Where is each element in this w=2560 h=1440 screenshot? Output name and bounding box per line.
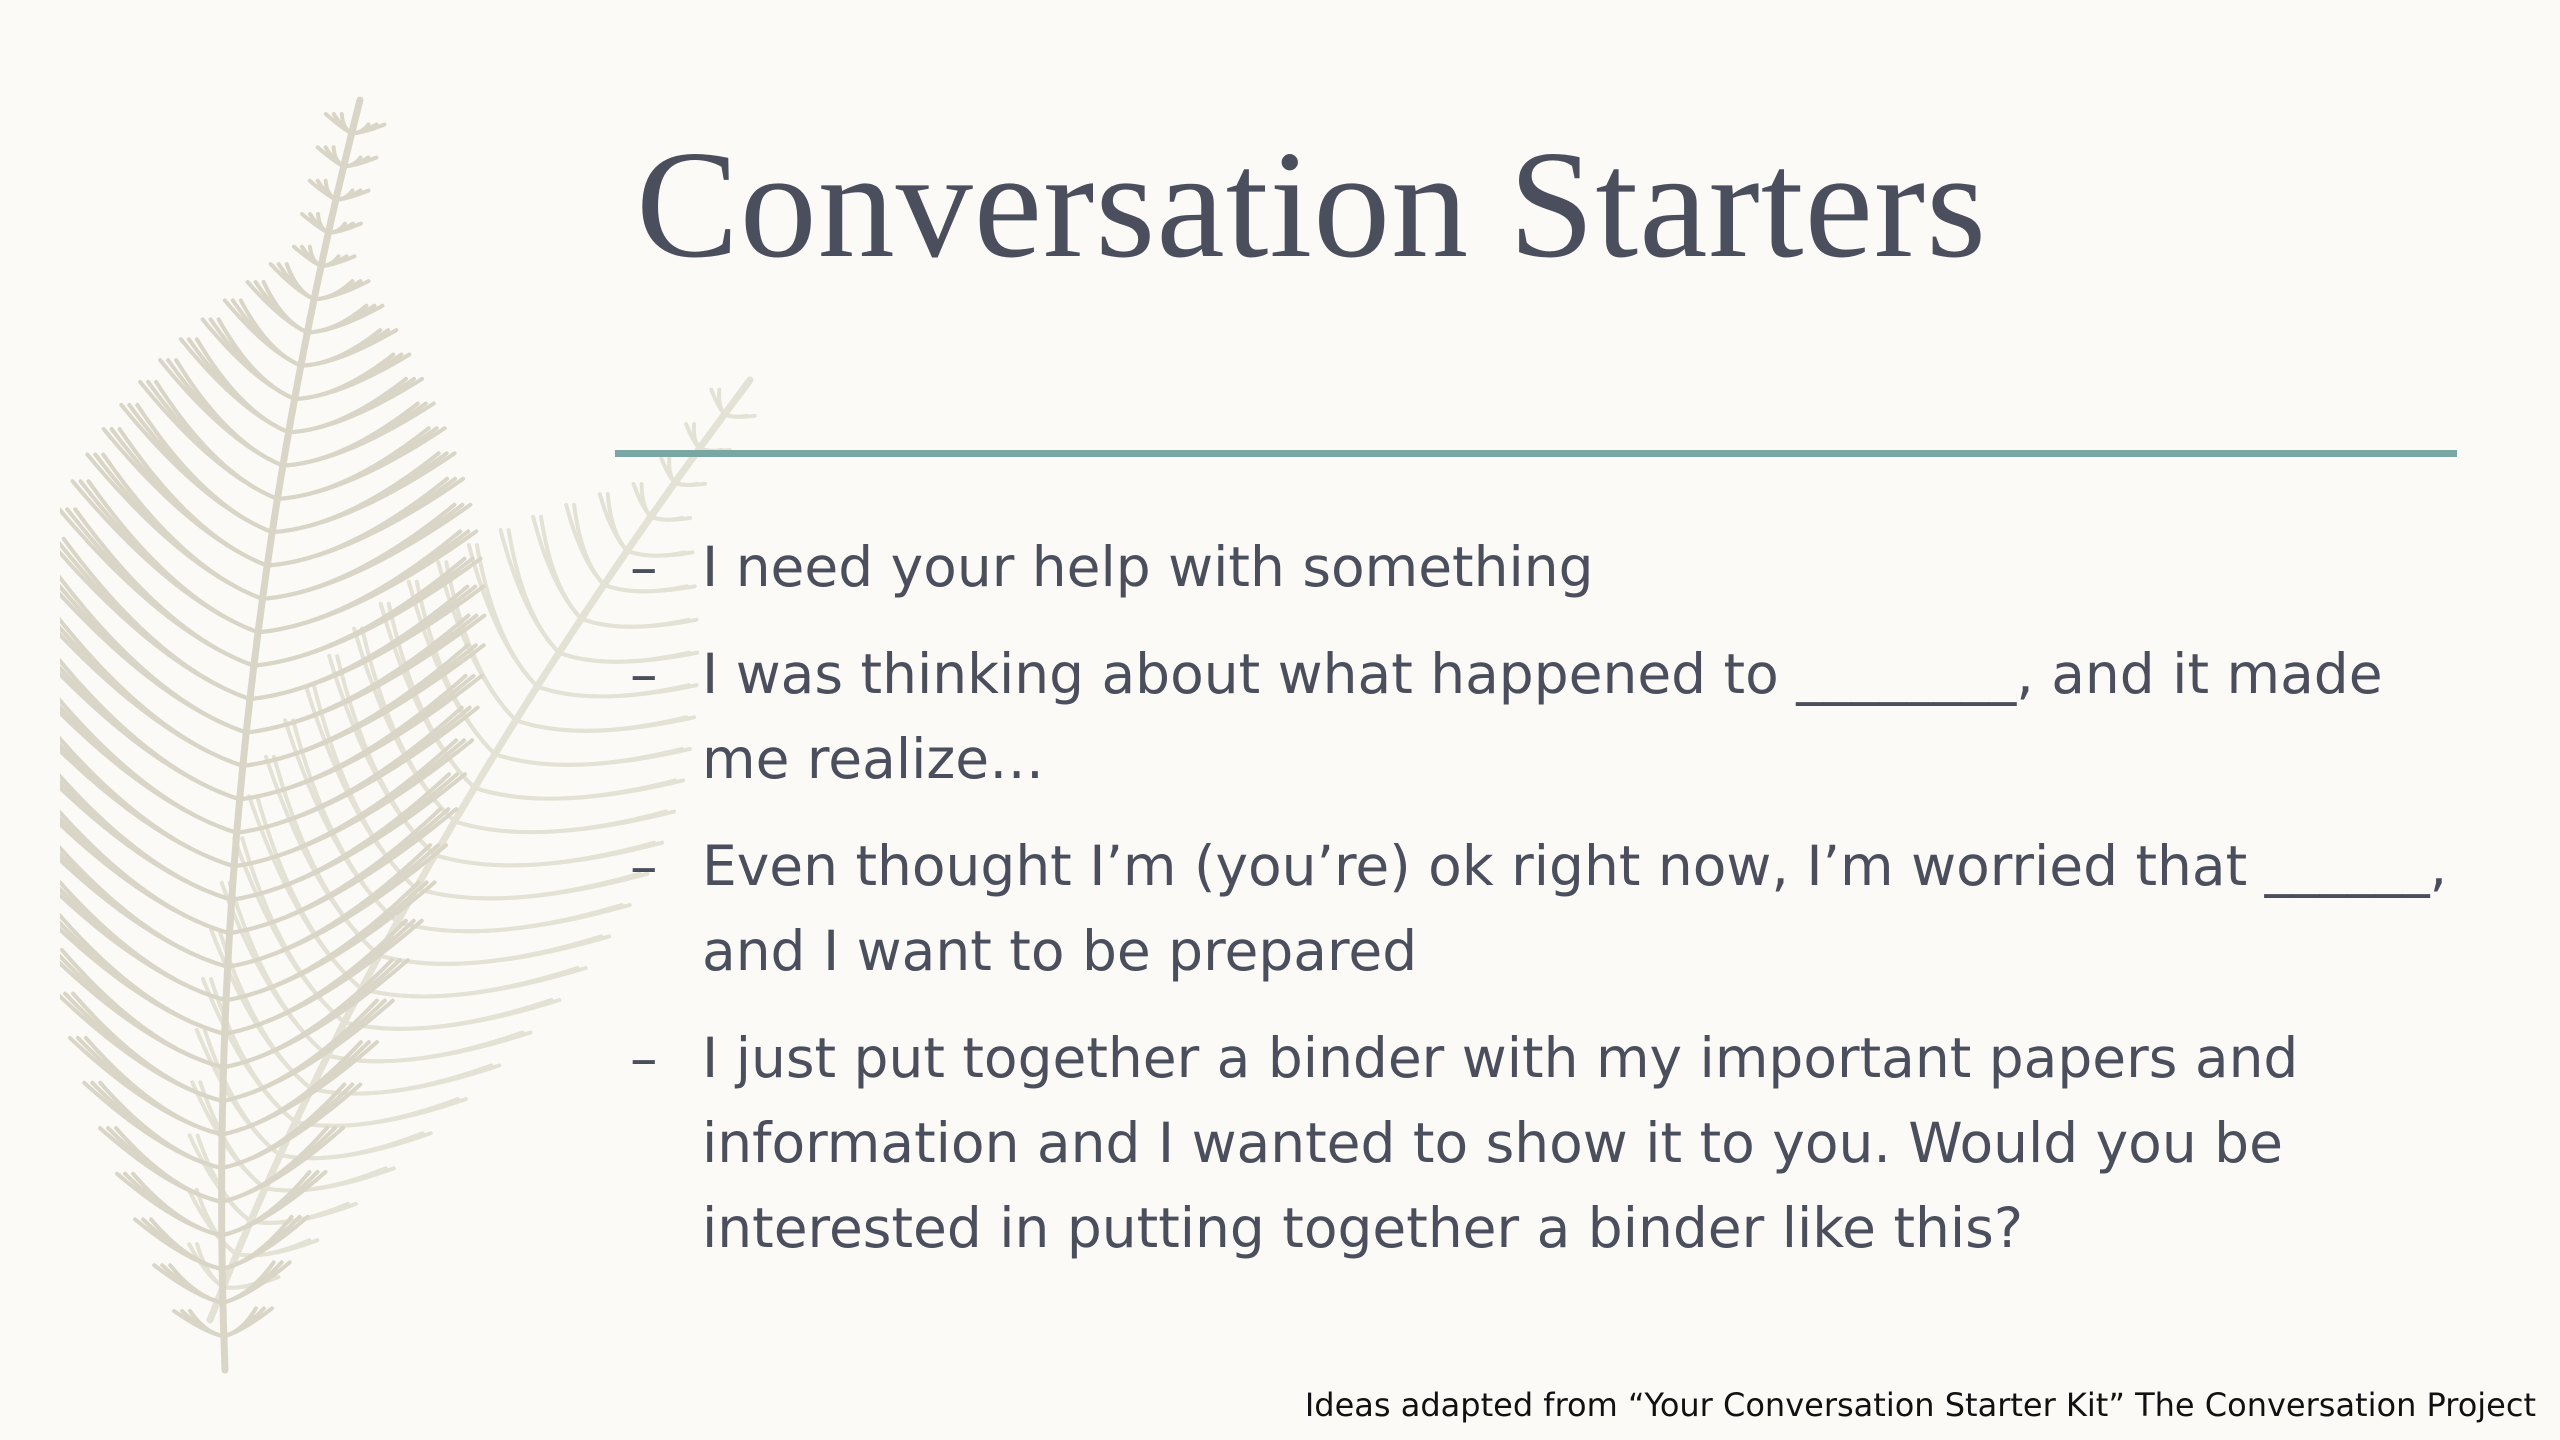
slide-title: Conversation Starters	[636, 120, 1988, 290]
bullet-text: Even thought I’m (you’re) ok right now, I’m worried that ______, and I want to be prepared	[702, 834, 2448, 983]
bullet-marker: –	[630, 1026, 658, 1090]
bullet-text: I was thinking about what happened to ________, and it made me realize…	[702, 642, 2383, 791]
bullet-list	[630, 525, 2460, 1293]
bullet-marker: –	[630, 642, 658, 706]
list-item	[630, 824, 2460, 994]
bullet-text: I just put together a binder with my important papers and information and I wanted to show it to you. Would you be interested in putting together a binder like this?	[702, 1026, 2299, 1260]
bullet-text: I need your help with something	[702, 535, 1594, 599]
bullet-marker: –	[630, 535, 658, 599]
bullet-marker: –	[630, 834, 658, 898]
list-item	[630, 632, 2460, 802]
source-citation: Ideas adapted from “Your Conversation Starter Kit” The Conversation Project	[1304, 1386, 2536, 1424]
list-item	[630, 1016, 2460, 1271]
title-divider	[615, 450, 2457, 457]
list-item	[630, 525, 2460, 610]
